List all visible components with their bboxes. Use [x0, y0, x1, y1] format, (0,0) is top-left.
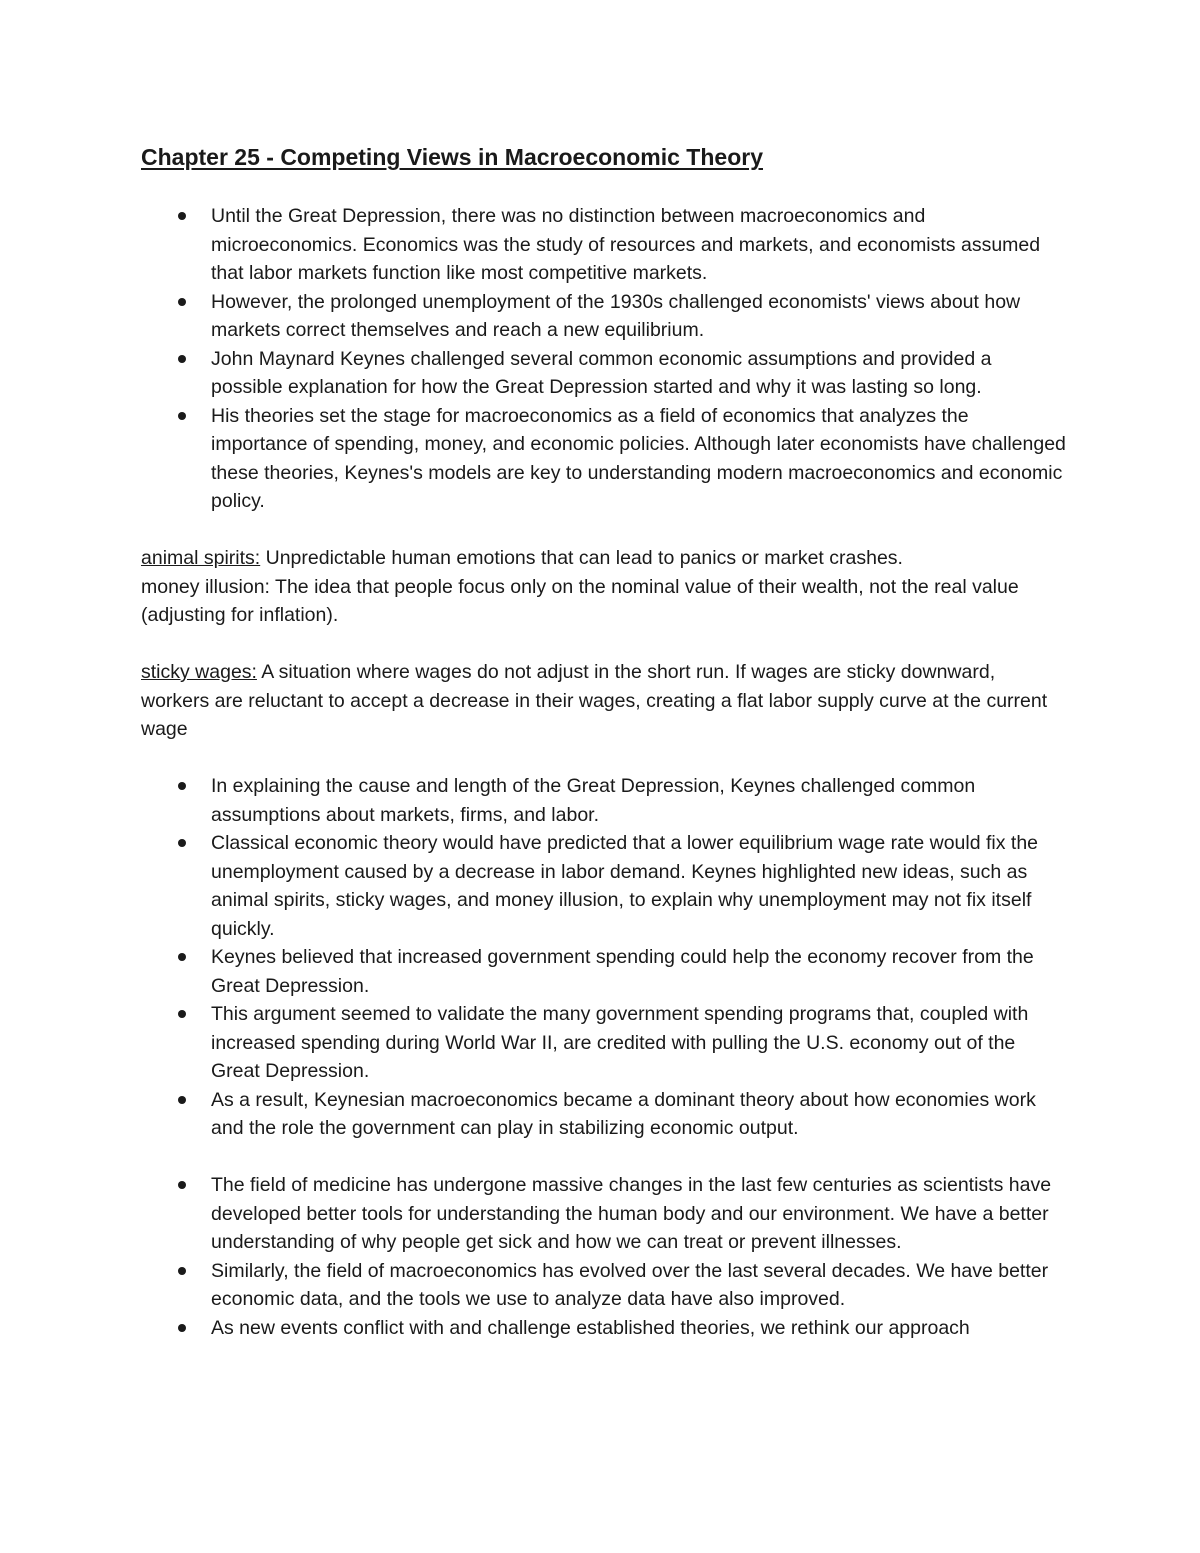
definition-text: Unpredictable human emotions that can lead to panics or market crashes.	[260, 547, 903, 569]
list-item	[141, 288, 1066, 345]
list-item-text: John Maynard Keynes challenged several common economic assumptions and provided a possible explanation for how the Great Depression started and why it was lasting so long.	[211, 347, 992, 398]
chapter-title: Chapter 25 - Competing Views in Macroeconomic Theory	[141, 144, 763, 170]
list-item-text: Similarly, the field of macroeconomics has evolved over the last several decades. We have better economic data, and the tools we use to analyze data have also improved.	[211, 1259, 1049, 1310]
list-item-text: Until the Great Depression, there was no distinction between macroeconomics and microeconomics. Economics was the study of resources and markets, and economists assumed that labor markets function like most competitive markets.	[211, 205, 1041, 284]
bullet-icon	[178, 298, 186, 306]
keynes-bullet-list	[141, 772, 1066, 1143]
bullet-icon	[178, 1181, 186, 1189]
list-item-text: As a result, Keynesian macroeconomics became a dominant theory about how economies work and the role the government can play in stabilizing economic output.	[211, 1088, 1036, 1139]
bullet-icon	[178, 355, 186, 363]
definition-animal-spirits	[141, 544, 1066, 573]
bullet-icon	[178, 1096, 186, 1104]
list-item-text: Keynes believed that increased government spending could help the economy recover from the Great Depression.	[211, 946, 1034, 997]
list-item-text: Classical economic theory would have predicted that a lower equilibrium wage rate would fix the unemployment caused by a decrease in labor demand. Keynes highlighted new ideas, such as animal spirits, sticky wages, and money illusion, to explain why unemployment may not fix itself quickly.	[211, 832, 1039, 940]
bullet-icon	[178, 953, 186, 961]
list-item	[141, 1086, 1066, 1143]
bullet-icon	[178, 1324, 186, 1332]
list-item	[141, 402, 1066, 516]
list-item	[141, 829, 1066, 943]
bullet-icon	[178, 212, 186, 220]
list-item-text: The field of medicine has undergone massive changes in the last few centuries as scientists have developed better tools for understanding the human body and our environment. We have a better understanding of why people get sick and how we can treat or prevent illnesses.	[211, 1174, 1052, 1253]
list-item	[141, 202, 1066, 288]
list-item	[141, 1314, 1066, 1343]
bullet-icon	[178, 1267, 186, 1275]
list-item	[141, 345, 1066, 402]
list-item-text: However, the prolonged unemployment of the 1930s challenged economists' views about how markets correct themselves and reach a new equilibrium.	[211, 290, 1021, 341]
list-item	[141, 1000, 1066, 1086]
term-animal-spirits: animal spirits:	[141, 547, 261, 569]
bullet-icon	[178, 412, 186, 420]
list-item-text: This argument seemed to validate the many government spending programs that, coupled with increased spending during World War II, are credited with pulling the U.S. economy out of the Great Depression.	[211, 1003, 1029, 1082]
list-item	[141, 772, 1066, 829]
evolution-bullet-list	[141, 1171, 1066, 1342]
document-page	[141, 141, 1066, 1342]
intro-bullet-list	[141, 202, 1066, 516]
list-item	[141, 943, 1066, 1000]
definition-money-illusion: money illusion: The idea that people focus only on the nominal value of their wealth, not the real value (adjusting for inflation).	[141, 575, 1019, 626]
list-item-text: His theories set the stage for macroeconomics as a field of economics that analyzes the importance of spending, money, and economic policies. Although later economists have challenged these theories, Keynes's models are key to understanding modern macroeconomics and economic policy.	[211, 404, 1066, 512]
list-item	[141, 1257, 1066, 1314]
definition-sticky-wages	[141, 658, 1066, 744]
bullet-icon	[178, 839, 186, 847]
list-item-text: As new events conflict with and challenge established theories, we rethink our approach	[211, 1316, 970, 1339]
term-sticky-wages: sticky wages:	[141, 661, 257, 683]
definition-text: A situation where wages do not adjust in the short run. If wages are sticky downward, workers are reluctant to accept a decrease in their wages, creating a flat labor supply curve at the current wage	[141, 661, 1048, 740]
bullet-icon	[178, 782, 186, 790]
list-item	[141, 1171, 1066, 1257]
bullet-icon	[178, 1010, 186, 1018]
list-item-text: In explaining the cause and length of the Great Depression, Keynes challenged common assumptions about markets, firms, and labor.	[211, 775, 976, 826]
